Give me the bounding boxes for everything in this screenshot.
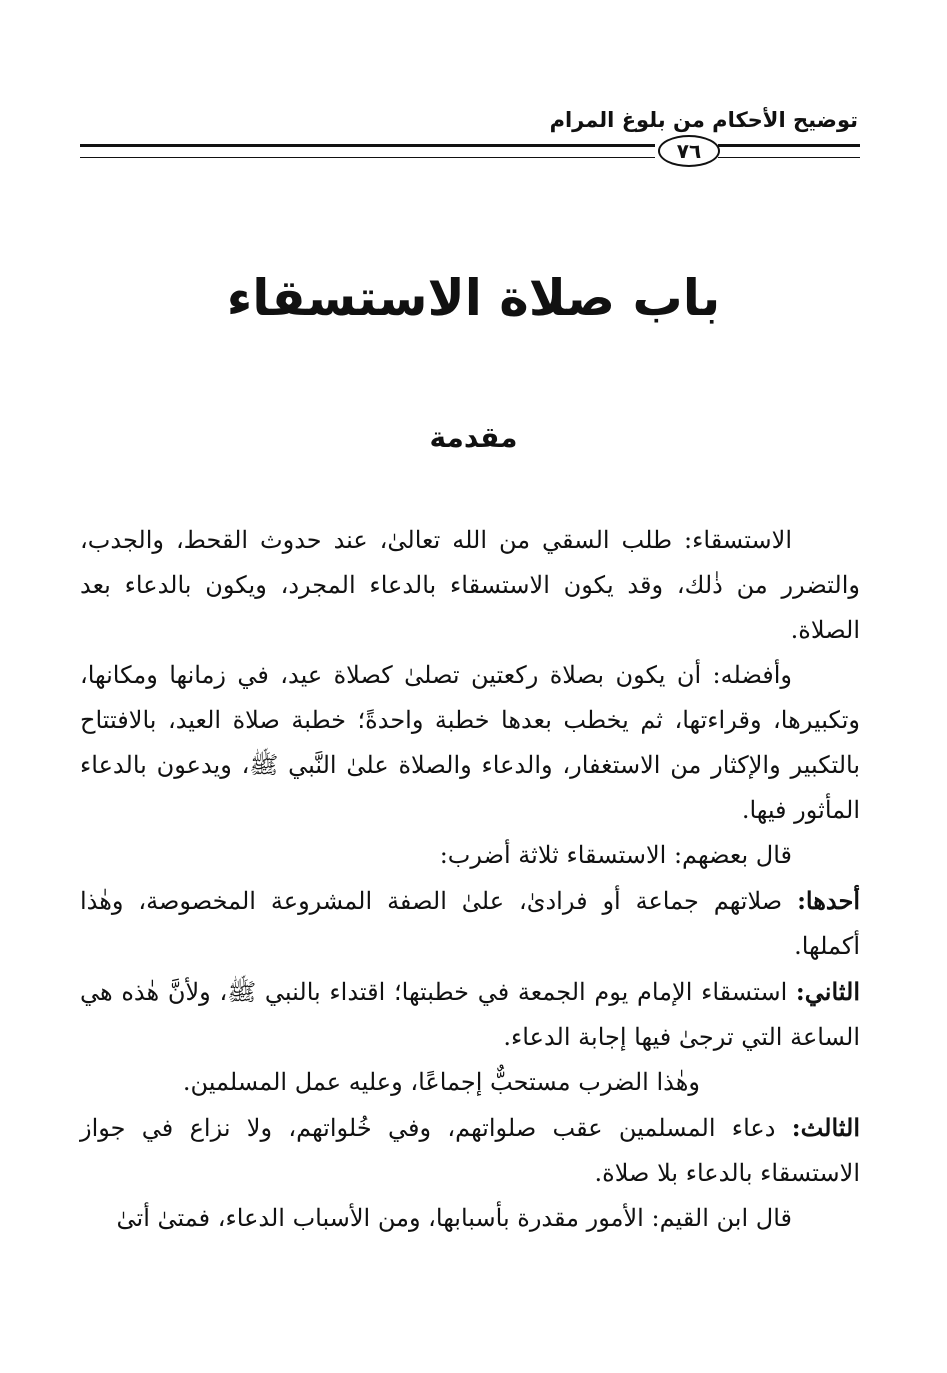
paragraph-consensus: وهٰذا الضرب مستحبٌّ إجماعًا، وعليه عمل المسلمين. <box>182 1068 700 1096</box>
paragraph-second: الثاني: استسقاء الإمام يوم الجمعة في خطبتها؛ اقتداء بالنبي ﷺ، ولأنَّ هٰذه هي الساعة التي ترجىٰ فيها إجابة الدعاء. <box>80 977 860 1051</box>
paragraph-third: الثالث: دعاء المسلمين عقب صلواتهم، وفي خُلواتهم، ولا نزاع في جواز الاستسقاء بالدعاء بلا صلاة. <box>80 1113 860 1187</box>
page-header <box>80 108 860 178</box>
body-text <box>80 518 860 1241</box>
header-rule-right <box>718 144 860 158</box>
paragraph-lead: أحدها: <box>797 886 860 915</box>
paragraph-lead: الثالث: <box>791 1113 860 1142</box>
header-rule-left <box>80 144 655 158</box>
paragraph-best-form: وأفضله: أن يكون بصلاة ركعتين تصلىٰ كصلاة عيد، في زمانها ومكانها، وتكبيرها، وقراءتها، ثم يخطب بعدها خطبة واحدةً؛ خطبة صلاة العيد، بالافتتاح بالتكبير والإكثار من الاستغفار، والدعاء والصلاة علىٰ النَّبي ﷺ، ويدعون بالدعاء المأثور فيها. <box>80 661 860 824</box>
paragraph-first: أحدها: صلاتهم جماعة أو فرادىٰ، علىٰ الصفة المشروعة المخصوصة، وهٰذا أكملها. <box>80 886 860 960</box>
paragraph-three-types: قال بعضهم: الاستسقاء ثلاثة أضرب: <box>439 841 792 869</box>
book-title: توضيح الأحكام من بلوغ المرام <box>549 108 858 132</box>
paragraph-definition: الاستسقاء: طلب السقي من الله تعالىٰ، عند حدوث القحط، والجدب، والتضرر من ذٰلك، وقد يكون الاستسقاء بالدعاء المجرد، ويكون بالدعاء بعد الصلاة. <box>80 526 860 644</box>
page-number: ٧٦ <box>658 135 720 167</box>
paragraph-lead: الثاني: <box>795 977 860 1006</box>
section-title: مقدمة <box>429 421 518 454</box>
chapter-title: باب صلاة الاستسقاء <box>226 269 721 327</box>
paragraph-ibn-qayyim: قال ابن القيم: الأمور مقدرة بأسبابها، ومن الأسباب الدعاء، فمتىٰ أتىٰ <box>116 1204 792 1232</box>
